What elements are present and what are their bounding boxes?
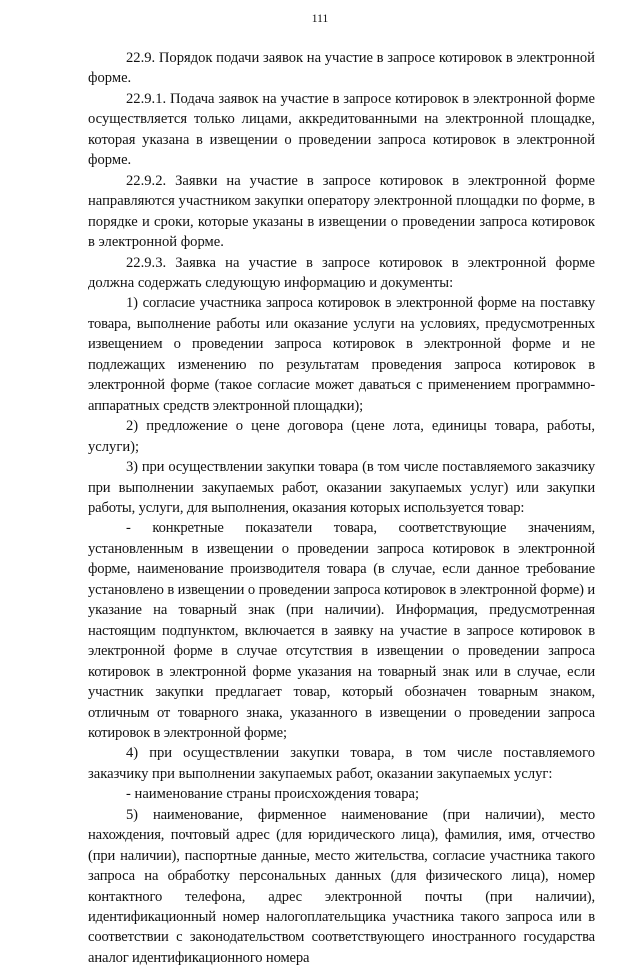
- list-item-3-subitem: - конкретные показатели товара, соответствующие значениям, установленным в извещении о проведении запроса котировок в электронной форме, наименование производителя товара (в случае, если данное требование установлено в извещении о проведении запроса котировок в электронной форме) и указание на товарный знак (при наличии). Информация, предусмотренная настоящим подпунктом, включается в заявку на участие в запросе котировок в электронной форме в случае отсутствия в извещении о проведении запроса котировок в электронной форме указания на товарный знак или в случае, если участник закупки предлагает товар, который обозначен товарным знаком, отличным от товарного знака, указанного в извещении о проведении запроса котировок в электронной форме;: [88, 520, 595, 741]
- list-item-2: 2) предложение о цене договора (цене лота, единицы товара, работы, услуги);: [88, 418, 595, 455]
- page-number: 111: [311, 13, 329, 25]
- section-heading-22-9: 22.9. Порядок подачи заявок на участие в запросе котировок в электронной форме.: [88, 50, 595, 87]
- paragraph-22-9-3: 22.9.3. Заявка на участие в запросе котировок в электронной форме должна содержать следующую информацию и документы:: [88, 254, 595, 291]
- document-body: [88, 48, 595, 968]
- list-item-4-subitem: - наименование страны происхождения товара;: [126, 786, 420, 803]
- list-item-5: 5) наименование, фирменное наименование (при наличии), место нахождения, почтовый адрес (для юридического лица), фамилия, имя, отчество (при наличии), паспортные данные, место жительства, согласие участника такого запроса на обработку персональных данных (для физического лица), номер контактного телефона, адрес электронной почты (при наличии), идентификационный номер налогоплательщика участника такого запроса или в соответствии с законодательством соответствующего иностранного государства аналог идентификационного номера: [88, 806, 595, 966]
- paragraph-22-9-2: 22.9.2. Заявки на участие в запросе котировок в электронной форме направляются участником закупки оператору электронной площадки по форме, в порядке и сроки, которые указаны в извещении о проведении запроса котировок в электронной форме.: [88, 172, 595, 251]
- list-item-4: 4) при осуществлении закупки товара, в том числе поставляемого заказчику при выполнении закупаемых работ, оказании закупаемых услуг:: [88, 745, 595, 782]
- paragraph-22-9-1: 22.9.1. Подача заявок на участие в запросе котировок в электронной форме осуществляется только лицами, аккредитованными на электронной площадке, которая указана в извещении о проведении запроса котировок в электронной форме.: [88, 90, 595, 169]
- list-item-1: 1) согласие участника запроса котировок в электронной форме на поставку товара, выполнение работы или оказание услуги на условиях, предусмотренных извещением о проведении запроса котировок в электронной форме и не подлежащих изменению по результатам проведения запроса котировок в электронной форме (такое согласие может даваться с применением программно-аппаратных средств электронной площадки);: [88, 295, 595, 414]
- list-item-3: 3) при осуществлении закупки товара (в том числе поставляемого заказчику при выполнении закупаемых работ, оказании закупаемых услуг) или закупки работы, услуги, для выполнения, оказания которых используется товар:: [88, 459, 595, 516]
